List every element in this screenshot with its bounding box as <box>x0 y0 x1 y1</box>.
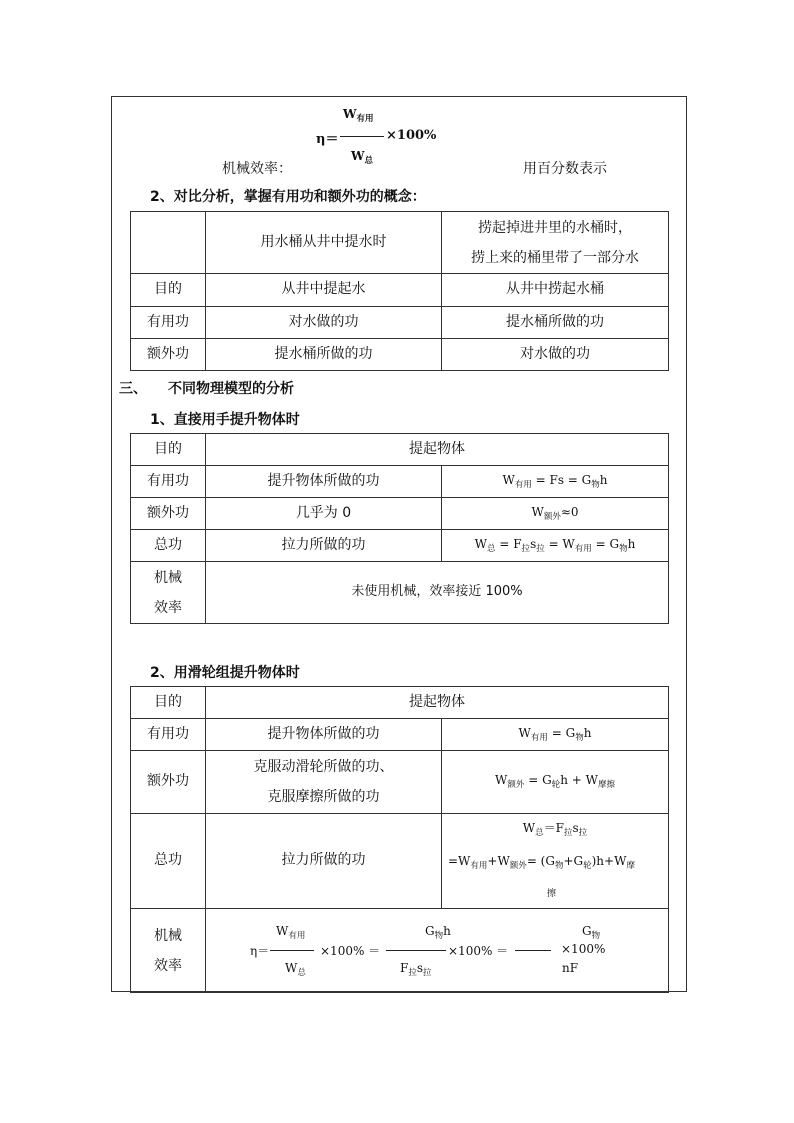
table-row <box>131 530 669 562</box>
total-work-formula <box>442 814 669 909</box>
f2-numerator: $G_物h$ <box>425 924 451 941</box>
fraction-bar <box>386 950 446 951</box>
fraction-bar <box>515 950 551 951</box>
formula-line: 擦 <box>547 889 557 899</box>
times-1: ×100% ＝ <box>320 944 381 958</box>
section3-title: 不同物理模型的分析 <box>168 381 294 397</box>
useful-work-formula: $W_{有用} = G_物h$ <box>442 719 669 751</box>
table-row <box>131 212 669 274</box>
table-cell: 额外功 <box>131 339 206 371</box>
table-cell: 几乎为 0 <box>206 498 442 530</box>
table-cell: 机械 效率 <box>131 909 206 993</box>
total-work-formula: $W_总 = F_拉s_拉 = W_{有用} = G_物h$ <box>442 530 669 562</box>
table-row <box>131 562 669 624</box>
f3-numerator: $G_物$ <box>582 924 601 941</box>
formula-numerator: $W_{有用}$ <box>343 107 374 124</box>
table-row <box>131 434 669 466</box>
table-cell: 总功 <box>131 814 206 909</box>
table-cell: 提水桶所做的功 <box>206 339 442 371</box>
formula-times: ×100% <box>386 128 437 143</box>
table-cell: 有用功 <box>131 307 206 339</box>
table-row <box>131 274 669 307</box>
table-row <box>131 719 669 751</box>
formula-line: $W_总=F_拉s_拉$ <box>522 821 588 838</box>
section3-number: 三、 <box>119 381 147 397</box>
table-cell: 拉力所做的功 <box>206 814 442 909</box>
fraction-bar <box>340 136 384 137</box>
table-cell: 用水桶从井中提水时 <box>206 212 442 274</box>
table-row <box>131 814 669 909</box>
times-3: ×100% <box>561 942 606 956</box>
f1-numerator: $W_{有用}$ <box>276 924 306 941</box>
table-cell: 捞起掉进井里的水桶时， 捞上来的桶里带了一部分水 <box>442 212 669 274</box>
efficiency-label: 机械效率： <box>222 161 292 177</box>
table-cell: 对水做的功 <box>442 339 669 371</box>
comparison-table <box>130 211 669 371</box>
table-cell: 目的 <box>131 274 206 307</box>
table-cell: 额外功 <box>131 498 206 530</box>
formula-eta: η＝ <box>250 944 270 958</box>
table-row <box>131 498 669 530</box>
table-row <box>131 466 669 498</box>
table-row <box>131 751 669 814</box>
table-cell: 提升物体所做的功 <box>206 466 442 498</box>
table-cell: 目的 <box>131 434 206 466</box>
table-cell: 有用功 <box>131 719 206 751</box>
useful-work-formula: $W_{有用} = Fs = G_物h$ <box>442 466 669 498</box>
formula-denominator: $W_总$ <box>351 149 373 166</box>
formula-eta: η＝ <box>316 132 339 147</box>
table-cell: 总功 <box>131 530 206 562</box>
subsection2-title: 2、用滑轮组提升物体时 <box>150 665 300 681</box>
f3-denominator: nF <box>562 961 579 975</box>
table-cell <box>131 212 206 274</box>
table-cell: 从井中捞起水桶 <box>442 274 669 307</box>
table-row <box>131 339 669 371</box>
table-cell: 有用功 <box>131 466 206 498</box>
fraction-bar <box>270 950 314 951</box>
formula-line: $=W_{有用}+W_{额外}= (G_物+G_轮)h+W_摩$ <box>448 854 635 871</box>
extra-work-formula: $W_{额外}\approx 0$ <box>442 498 669 530</box>
table-cell: 未使用机械，效率接近 100% <box>206 562 669 624</box>
section2-title: 2、对比分析，掌握有用功和额外功的概念： <box>150 189 426 205</box>
extra-work-formula: $W_{额外} = G_轮h + W_{摩擦}$ <box>442 751 669 814</box>
table-row <box>131 687 669 719</box>
f2-denominator: $F_拉s_拉$ <box>400 961 432 978</box>
table-cell: 额外功 <box>131 751 206 814</box>
table-cell: 克服动滑轮所做的功、 克服摩擦所做的功 <box>206 751 442 814</box>
table-cell: 提起物体 <box>206 687 669 719</box>
table-cell: 从井中提起水 <box>206 274 442 307</box>
table-cell: 提起物体 <box>206 434 669 466</box>
f1-denominator: $W_总$ <box>285 961 306 978</box>
table-cell: 目的 <box>131 687 206 719</box>
table-cell: 拉力所做的功 <box>206 530 442 562</box>
efficiency-note: 用百分数表示 <box>523 161 607 177</box>
table-cell: 机械 效率 <box>131 562 206 624</box>
direct-lift-table <box>130 433 669 624</box>
table-cell: 对水做的功 <box>206 307 442 339</box>
table-row <box>131 307 669 339</box>
subsection1-title: 1、直接用手提升物体时 <box>150 412 300 428</box>
table-cell: 提升物体所做的功 <box>206 719 442 751</box>
table-cell: 提水桶所做的功 <box>442 307 669 339</box>
times-2: ×100% ＝ <box>448 944 509 958</box>
